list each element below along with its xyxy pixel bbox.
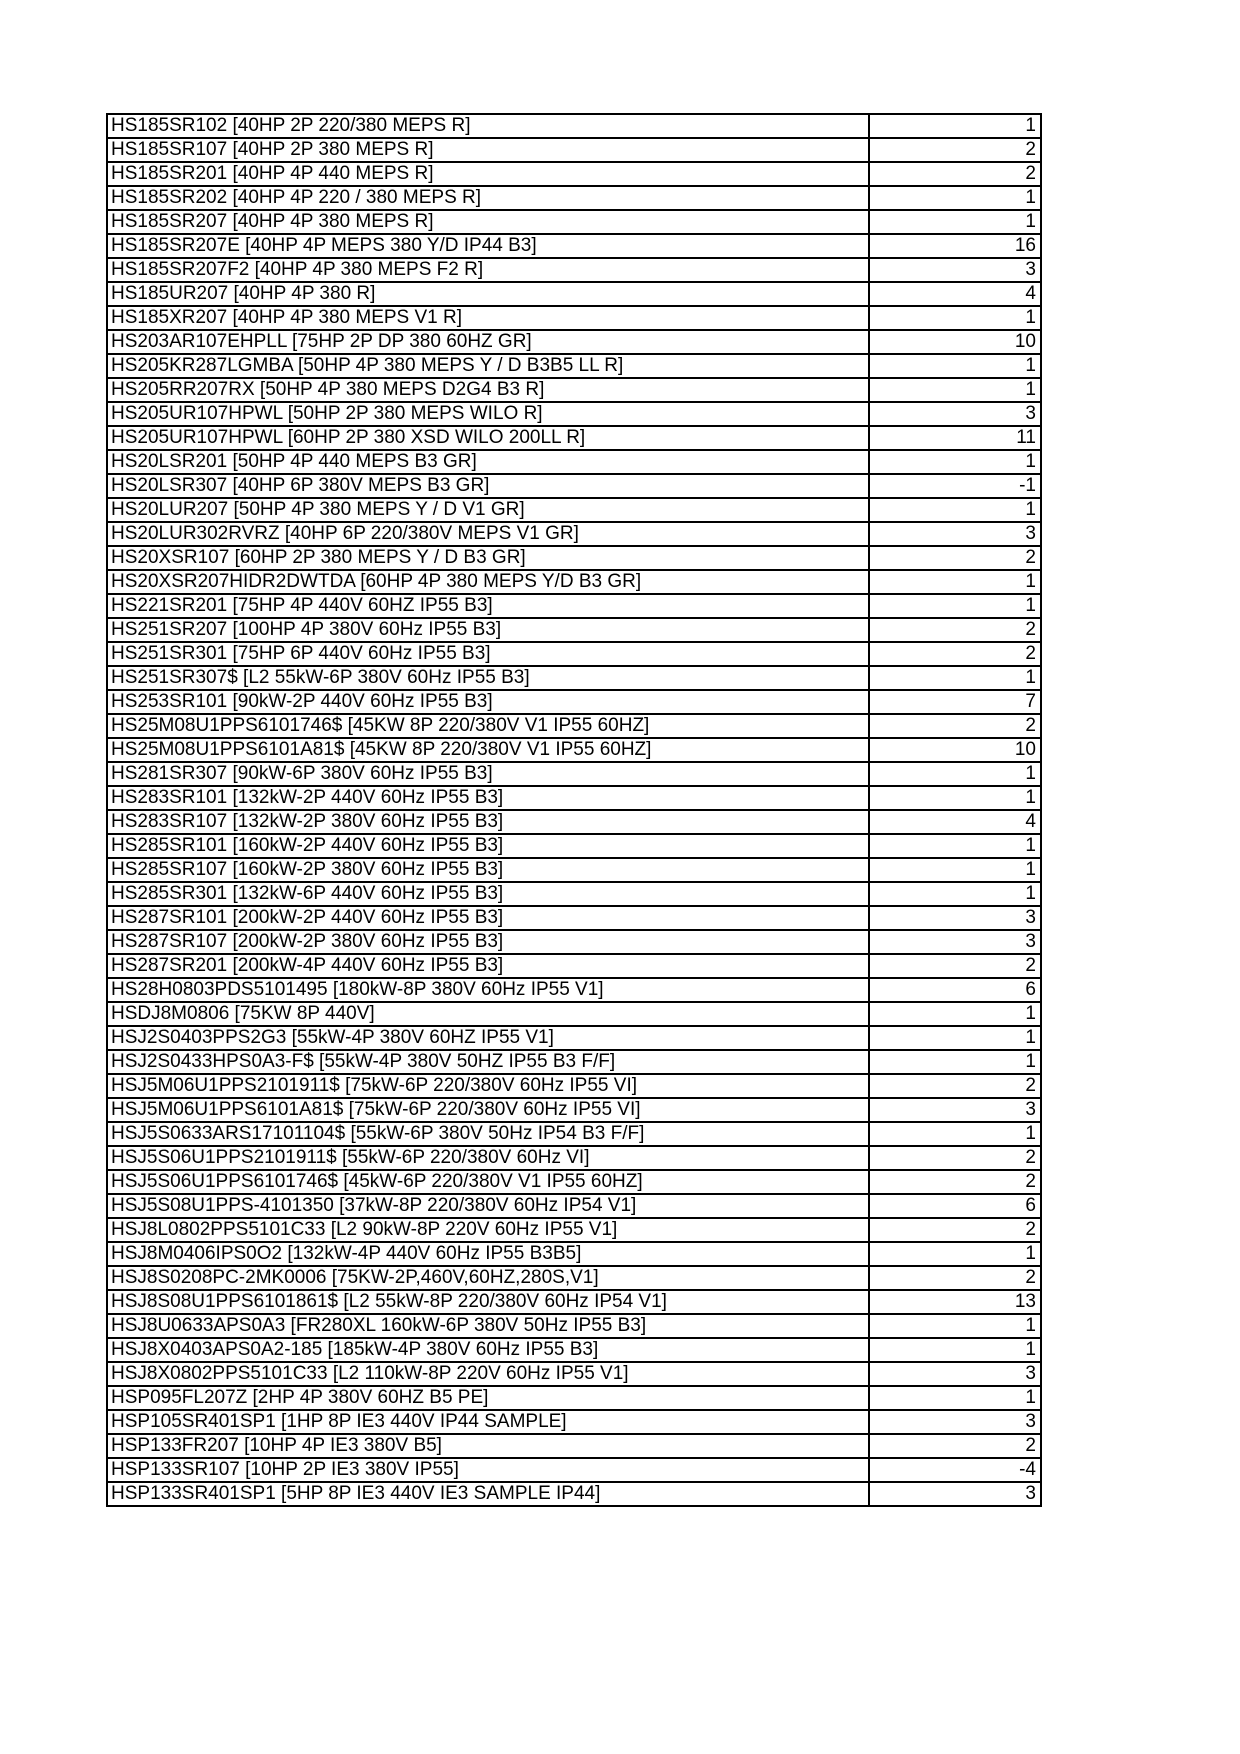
table-row: [107, 858, 1041, 882]
item-description-cell: HS20LUR302RVRZ [40HP 6P 220/380V MEPS V1 GR]: [107, 522, 869, 546]
item-description-cell: HS287SR201 [200kW-4P 440V 60Hz IP55 B3]: [107, 954, 869, 978]
item-description-cell: HSJ8X0802PPS5101C33 [L2 110kW-8P 220V 60Hz IP55 V1]: [107, 1362, 869, 1386]
quantity-cell: 1: [869, 762, 1041, 786]
table-row: [107, 714, 1041, 738]
table-row: [107, 786, 1041, 810]
quantity-cell: 4: [869, 282, 1041, 306]
item-description-cell: HS185UR207 [40HP 4P 380 R]: [107, 282, 869, 306]
quantity-cell: -1: [869, 474, 1041, 498]
table-row: [107, 1314, 1041, 1338]
table-row: [107, 210, 1041, 234]
quantity-cell: 1: [869, 1386, 1041, 1410]
quantity-cell: 1: [869, 1242, 1041, 1266]
item-description-cell: HS20LUR207 [50HP 4P 380 MEPS Y / D V1 GR]: [107, 498, 869, 522]
item-description-cell: HS185SR207E [40HP 4P MEPS 380 Y/D IP44 B3]: [107, 234, 869, 258]
table-row: [107, 426, 1041, 450]
table-row: [107, 162, 1041, 186]
item-description-cell: HS251SR307$ [L2 55kW-6P 380V 60Hz IP55 B3]: [107, 666, 869, 690]
table-row: [107, 930, 1041, 954]
quantity-cell: 1: [869, 1002, 1041, 1026]
table-row: [107, 1458, 1041, 1482]
item-description-cell: HS20LSR201 [50HP 4P 440 MEPS B3 GR]: [107, 450, 869, 474]
table-row: [107, 762, 1041, 786]
item-description-cell: HS20XSR207HIDR2DWTDA [60HP 4P 380 MEPS Y/D B3 GR]: [107, 570, 869, 594]
inventory-table: [106, 113, 1042, 1507]
item-description-cell: HS283SR107 [132kW-2P 380V 60Hz IP55 B3]: [107, 810, 869, 834]
quantity-cell: 3: [869, 522, 1041, 546]
quantity-cell: 1: [869, 354, 1041, 378]
quantity-cell: 13: [869, 1290, 1041, 1314]
table-row: [107, 330, 1041, 354]
quantity-cell: 2: [869, 1170, 1041, 1194]
quantity-cell: 3: [869, 1362, 1041, 1386]
item-description-cell: HS221SR201 [75HP 4P 440V 60HZ IP55 B3]: [107, 594, 869, 618]
table-row: [107, 474, 1041, 498]
item-description-cell: HSJ2S0403PPS2G3 [55kW-4P 380V 60HZ IP55 V1]: [107, 1026, 869, 1050]
table-row: [107, 1194, 1041, 1218]
item-description-cell: HS25M08U1PPS6101A81$ [45KW 8P 220/380V V1 IP55 60HZ]: [107, 738, 869, 762]
quantity-cell: 1: [869, 1050, 1041, 1074]
item-description-cell: HSP095FL207Z [2HP 4P 380V 60HZ B5 PE]: [107, 1386, 869, 1410]
quantity-cell: 2: [869, 714, 1041, 738]
table-row: [107, 834, 1041, 858]
quantity-cell: 1: [869, 186, 1041, 210]
table-row: [107, 402, 1041, 426]
table-row: [107, 594, 1041, 618]
item-description-cell: HSJ5S06U1PPS2101911$ [55kW-6P 220/380V 60Hz VI]: [107, 1146, 869, 1170]
quantity-cell: 1: [869, 378, 1041, 402]
table-row: [107, 1026, 1041, 1050]
quantity-cell: 1: [869, 1314, 1041, 1338]
table-row: [107, 1386, 1041, 1410]
table-row: [107, 1050, 1041, 1074]
quantity-cell: 11: [869, 426, 1041, 450]
item-description-cell: HS283SR101 [132kW-2P 440V 60Hz IP55 B3]: [107, 786, 869, 810]
table-row: [107, 978, 1041, 1002]
quantity-cell: 1: [869, 114, 1041, 138]
quantity-cell: 3: [869, 930, 1041, 954]
quantity-cell: 7: [869, 690, 1041, 714]
item-description-cell: HSP133FR207 [10HP 4P IE3 380V B5]: [107, 1434, 869, 1458]
item-description-cell: HS253SR101 [90kW-2P 440V 60Hz IP55 B3]: [107, 690, 869, 714]
table-row: [107, 1122, 1041, 1146]
item-description-cell: HS20LSR307 [40HP 6P 380V MEPS B3 GR]: [107, 474, 869, 498]
table-row: [107, 546, 1041, 570]
quantity-cell: 2: [869, 162, 1041, 186]
item-description-cell: HSJ8U0633APS0A3 [FR280XL 160kW-6P 380V 50Hz IP55 B3]: [107, 1314, 869, 1338]
item-description-cell: HSJ8M0406IPS0O2 [132kW-4P 440V 60Hz IP55 B3B5]: [107, 1242, 869, 1266]
quantity-cell: 2: [869, 1074, 1041, 1098]
item-description-cell: HS205KR287LGMBA [50HP 4P 380 MEPS Y / D B3B5 LL R]: [107, 354, 869, 378]
table-row: [107, 1482, 1041, 1506]
table-row: [107, 1338, 1041, 1362]
table-row: [107, 114, 1041, 138]
quantity-cell: 1: [869, 498, 1041, 522]
table-row: [107, 882, 1041, 906]
quantity-cell: 2: [869, 138, 1041, 162]
quantity-cell: 2: [869, 1266, 1041, 1290]
quantity-cell: 2: [869, 546, 1041, 570]
item-description-cell: HSJ8S0208PC-2MK0006 [75KW-2P,460V,60HZ,280S,V1]: [107, 1266, 869, 1290]
quantity-cell: 1: [869, 666, 1041, 690]
inventory-sheet: [106, 113, 1040, 1507]
quantity-cell: 1: [869, 1122, 1041, 1146]
quantity-cell: 1: [869, 834, 1041, 858]
table-row: [107, 690, 1041, 714]
quantity-cell: 1: [869, 210, 1041, 234]
item-description-cell: HS205UR107HPWL [50HP 2P 380 MEPS WILO R]: [107, 402, 869, 426]
quantity-cell: 6: [869, 978, 1041, 1002]
table-row: [107, 138, 1041, 162]
item-description-cell: HS25M08U1PPS6101746$ [45KW 8P 220/380V V1 IP55 60HZ]: [107, 714, 869, 738]
item-description-cell: HS281SR307 [90kW-6P 380V 60Hz IP55 B3]: [107, 762, 869, 786]
item-description-cell: HS285SR101 [160kW-2P 440V 60Hz IP55 B3]: [107, 834, 869, 858]
table-row: [107, 282, 1041, 306]
table-row: [107, 234, 1041, 258]
item-description-cell: HS185XR207 [40HP 4P 380 MEPS V1 R]: [107, 306, 869, 330]
item-description-cell: HS20XSR107 [60HP 2P 380 MEPS Y / D B3 GR]: [107, 546, 869, 570]
inventory-table-body: [107, 114, 1041, 1506]
quantity-cell: 1: [869, 882, 1041, 906]
table-row: [107, 522, 1041, 546]
table-row: [107, 1266, 1041, 1290]
quantity-cell: 3: [869, 1098, 1041, 1122]
item-description-cell: HSJ8X0403APS0A2-185 [185kW-4P 380V 60Hz IP55 B3]: [107, 1338, 869, 1362]
table-row: [107, 1410, 1041, 1434]
item-description-cell: HSJ8S08U1PPS6101861$ [L2 55kW-8P 220/380V 60Hz IP54 V1]: [107, 1290, 869, 1314]
table-row: [107, 1074, 1041, 1098]
quantity-cell: 2: [869, 1218, 1041, 1242]
item-description-cell: HSDJ8M0806 [75KW 8P 440V]: [107, 1002, 869, 1026]
quantity-cell: 2: [869, 1146, 1041, 1170]
table-row: [107, 1170, 1041, 1194]
table-row: [107, 258, 1041, 282]
table-row: [107, 738, 1041, 762]
quantity-cell: 2: [869, 618, 1041, 642]
table-row: [107, 618, 1041, 642]
item-description-cell: HS28H0803PDS5101495 [180kW-8P 380V 60Hz IP55 V1]: [107, 978, 869, 1002]
item-description-cell: HSP105SR401SP1 [1HP 8P IE3 440V IP44 SAMPLE]: [107, 1410, 869, 1434]
item-description-cell: HSJ5M06U1PPS6101A81$ [75kW-6P 220/380V 60Hz IP55 VI]: [107, 1098, 869, 1122]
table-row: [107, 1218, 1041, 1242]
quantity-cell: 1: [869, 594, 1041, 618]
quantity-cell: 6: [869, 1194, 1041, 1218]
table-row: [107, 450, 1041, 474]
quantity-cell: 16: [869, 234, 1041, 258]
item-description-cell: HS287SR107 [200kW-2P 380V 60Hz IP55 B3]: [107, 930, 869, 954]
quantity-cell: 10: [869, 738, 1041, 762]
quantity-cell: 2: [869, 1434, 1041, 1458]
quantity-cell: 1: [869, 1338, 1041, 1362]
table-row: [107, 1434, 1041, 1458]
table-row: [107, 1242, 1041, 1266]
item-description-cell: HS205UR107HPWL [60HP 2P 380 XSD WILO 200LL R]: [107, 426, 869, 450]
quantity-cell: 3: [869, 1482, 1041, 1506]
item-description-cell: HS185SR207F2 [40HP 4P 380 MEPS F2 R]: [107, 258, 869, 282]
item-description-cell: HSP133SR401SP1 [5HP 8P IE3 440V IE3 SAMPLE IP44]: [107, 1482, 869, 1506]
quantity-cell: 1: [869, 306, 1041, 330]
quantity-cell: 2: [869, 954, 1041, 978]
table-row: [107, 378, 1041, 402]
table-row: [107, 186, 1041, 210]
item-description-cell: HS185SR102 [40HP 2P 220/380 MEPS R]: [107, 114, 869, 138]
quantity-cell: 1: [869, 450, 1041, 474]
table-row: [107, 954, 1041, 978]
table-row: [107, 498, 1041, 522]
quantity-cell: 1: [869, 570, 1041, 594]
item-description-cell: HSJ8L0802PPS5101C33 [L2 90kW-8P 220V 60Hz IP55 V1]: [107, 1218, 869, 1242]
item-description-cell: HS203AR107EHPLL [75HP 2P DP 380 60HZ GR]: [107, 330, 869, 354]
table-row: [107, 306, 1041, 330]
table-row: [107, 354, 1041, 378]
table-row: [107, 1002, 1041, 1026]
item-description-cell: HS287SR101 [200kW-2P 440V 60Hz IP55 B3]: [107, 906, 869, 930]
item-description-cell: HS185SR207 [40HP 4P 380 MEPS R]: [107, 210, 869, 234]
quantity-cell: 10: [869, 330, 1041, 354]
table-row: [107, 570, 1041, 594]
quantity-cell: -4: [869, 1458, 1041, 1482]
quantity-cell: 1: [869, 786, 1041, 810]
item-description-cell: HS251SR301 [75HP 6P 440V 60Hz IP55 B3]: [107, 642, 869, 666]
quantity-cell: 4: [869, 810, 1041, 834]
item-description-cell: HS185SR202 [40HP 4P 220 / 380 MEPS R]: [107, 186, 869, 210]
quantity-cell: 2: [869, 642, 1041, 666]
item-description-cell: HSJ5M06U1PPS2101911$ [75kW-6P 220/380V 60Hz IP55 VI]: [107, 1074, 869, 1098]
quantity-cell: 3: [869, 906, 1041, 930]
table-row: [107, 1146, 1041, 1170]
quantity-cell: 1: [869, 1026, 1041, 1050]
table-row: [107, 1290, 1041, 1314]
item-description-cell: HS185SR201 [40HP 4P 440 MEPS R]: [107, 162, 869, 186]
quantity-cell: 3: [869, 1410, 1041, 1434]
item-description-cell: HSJ5S08U1PPS-4101350 [37kW-8P 220/380V 60Hz IP54 V1]: [107, 1194, 869, 1218]
item-description-cell: HS251SR207 [100HP 4P 380V 60Hz IP55 B3]: [107, 618, 869, 642]
item-description-cell: HSJ5S06U1PPS6101746$ [45kW-6P 220/380V V1 IP55 60HZ]: [107, 1170, 869, 1194]
item-description-cell: HSP133SR107 [10HP 2P IE3 380V IP55]: [107, 1458, 869, 1482]
item-description-cell: HS205RR207RX [50HP 4P 380 MEPS D2G4 B3 R]: [107, 378, 869, 402]
quantity-cell: 3: [869, 402, 1041, 426]
item-description-cell: HS285SR301 [132kW-6P 440V 60Hz IP55 B3]: [107, 882, 869, 906]
item-description-cell: HSJ2S0433HPS0A3-F$ [55kW-4P 380V 50HZ IP55 B3 F/F]: [107, 1050, 869, 1074]
quantity-cell: 3: [869, 258, 1041, 282]
quantity-cell: 1: [869, 858, 1041, 882]
table-row: [107, 1362, 1041, 1386]
table-row: [107, 666, 1041, 690]
table-row: [107, 642, 1041, 666]
table-row: [107, 906, 1041, 930]
item-description-cell: HS185SR107 [40HP 2P 380 MEPS R]: [107, 138, 869, 162]
table-row: [107, 810, 1041, 834]
table-row: [107, 1098, 1041, 1122]
item-description-cell: HS285SR107 [160kW-2P 380V 60Hz IP55 B3]: [107, 858, 869, 882]
item-description-cell: HSJ5S0633ARS17101104$ [55kW-6P 380V 50Hz IP54 B3 F/F]: [107, 1122, 869, 1146]
